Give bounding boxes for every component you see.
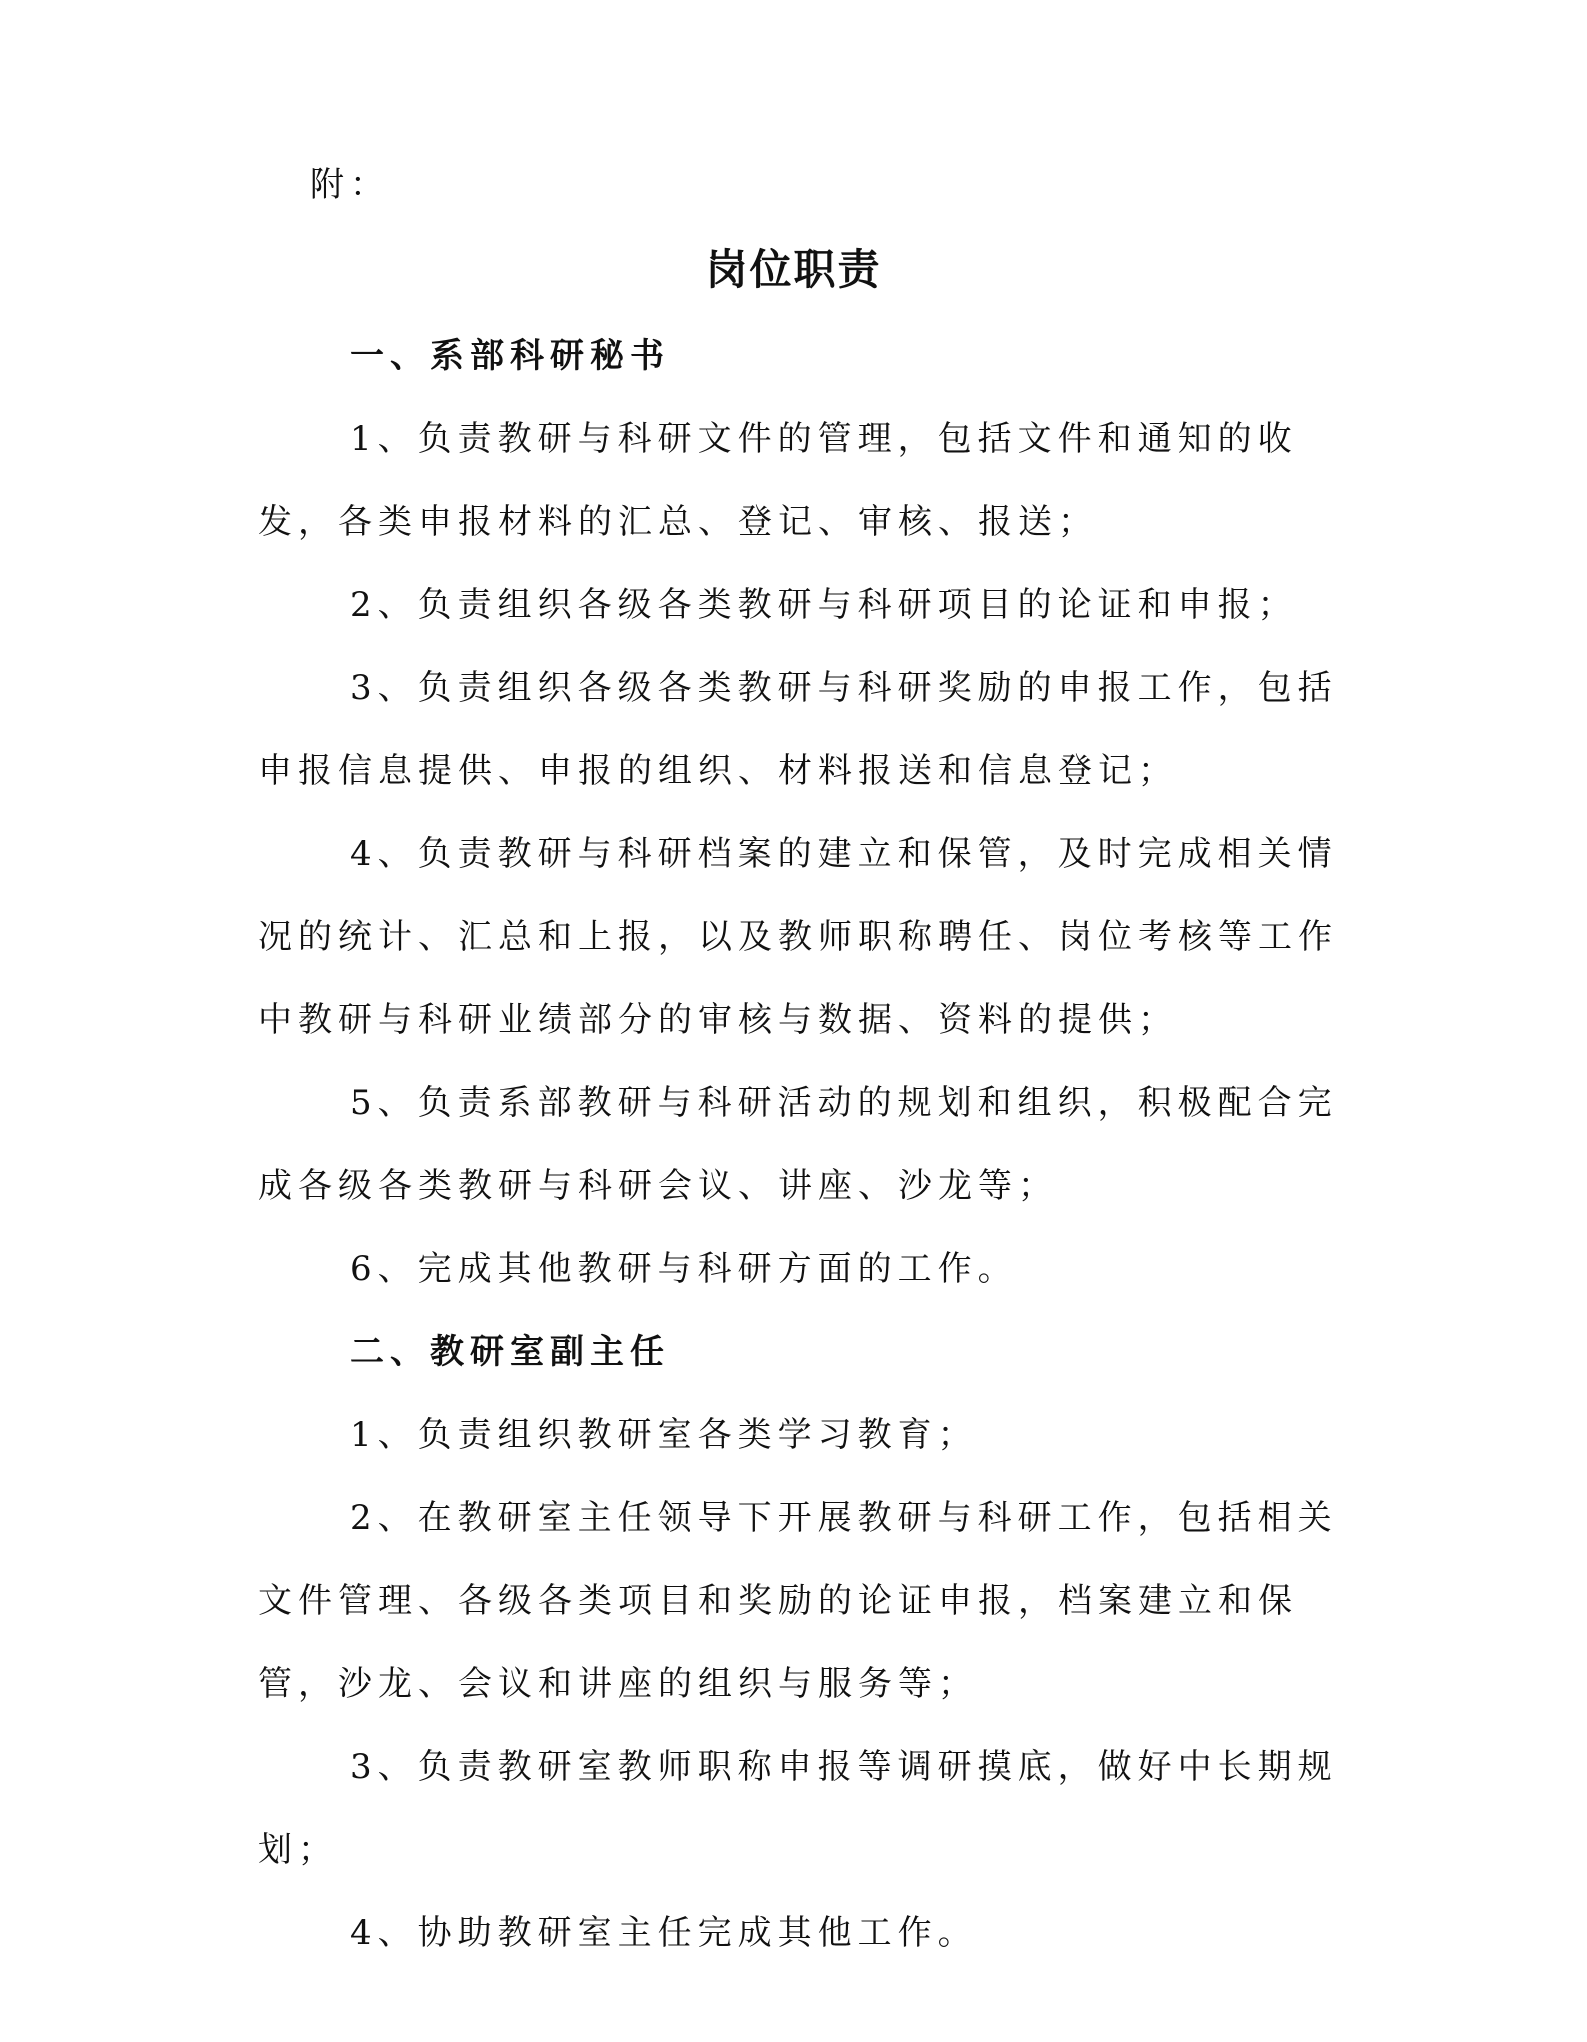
duty-item: 5、负责系部教研与科研活动的规划和组织，积极配合完成各级各类教研与科研会议、讲座、沙龙等； bbox=[258, 1083, 1338, 1206]
attachment-label: 附： bbox=[310, 165, 390, 205]
document-body bbox=[258, 315, 1343, 1975]
duty-item: 6、完成其他教研与科研方面的工作。 bbox=[350, 1249, 1018, 1289]
duty-item: 2、负责组织各级各类教研与科研项目的论证和申报； bbox=[350, 585, 1298, 625]
section-heading: 一、系部科研秘书 bbox=[350, 336, 670, 376]
duty-item: 1、负责组织教研室各类学习教育； bbox=[350, 1415, 978, 1455]
duty-item: 4、协助教研室主任完成其他工作。 bbox=[350, 1913, 978, 1953]
duty-item: 3、负责教研室教师职称申报等调研摸底，做好中长期规划； bbox=[258, 1747, 1338, 1870]
section-heading: 二、教研室副主任 bbox=[350, 1332, 670, 1372]
duty-item: 1、负责教研与科研文件的管理，包括文件和通知的收发，各类申报材料的汇总、登记、审核、报送； bbox=[258, 419, 1298, 542]
duty-item: 3、负责组织各级各类教研与科研奖励的申报工作，包括申报信息提供、申报的组织、材料报送和信息登记； bbox=[258, 668, 1338, 791]
document-title: 岗位职责 bbox=[705, 245, 882, 294]
duty-item: 4、负责教研与科研档案的建立和保管，及时完成相关情况的统计、汇总和上报，以及教师职称聘任、岗位考核等工作中教研与科研业绩部分的审核与数据、资料的提供； bbox=[258, 834, 1338, 1040]
duty-item: 2、在教研室主任领导下开展教研与科研工作，包括相关文件管理、各级各类项目和奖励的论证申报，档案建立和保管，沙龙、会议和讲座的组织与服务等； bbox=[258, 1498, 1338, 1704]
